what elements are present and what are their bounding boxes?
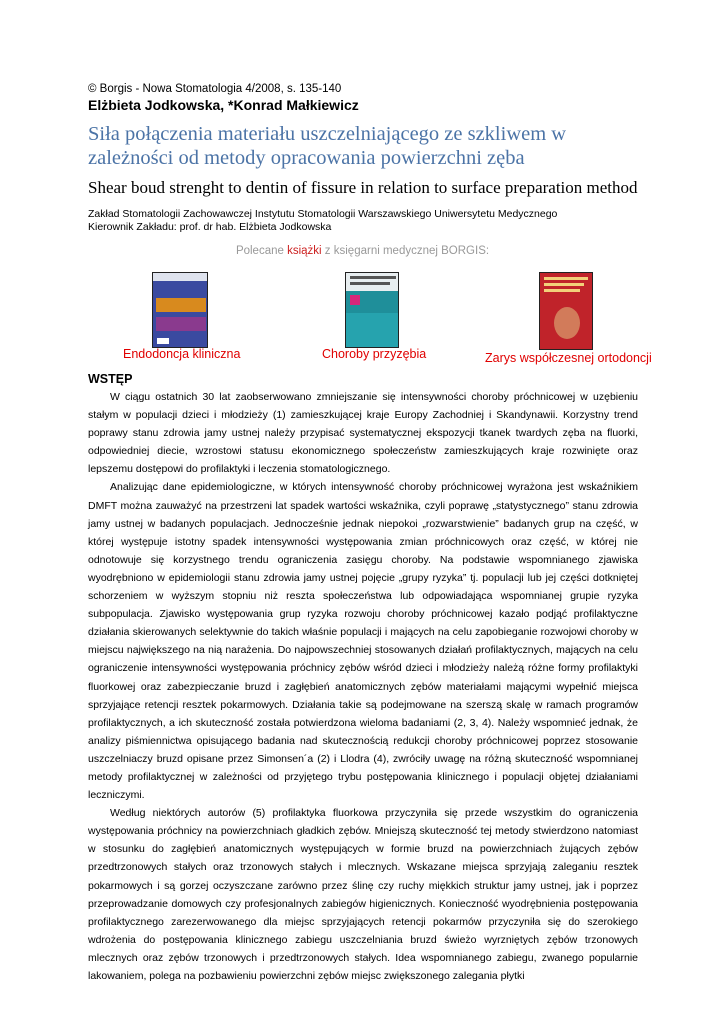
- affiliation-line: Kierownik Zakładu: prof. dr hab. Elżbieta Jodkowska: [88, 221, 332, 233]
- promo-link[interactable]: książki: [287, 245, 322, 257]
- journal-source: © Borgis - Nowa Stomatologia 4/2008, s. 135-140: [88, 83, 342, 95]
- paragraph: Analizując dane epidemiologiczne, w których intensywność choroby próchnicowej wyrażona jest wskaźnikiem DMFT można zauważyć na przestrzeni lat spadek wartości wskaźnika, czyli poprawę „statystycznego” stanu zdrowia jamy ustnej w badanych populacjach. Jednocześnie jednak niepokoi „rozwarstwienie” badanych grup na część, w której występuje istotny spadek intensywności występowania zmian próchnicowych oraz część, w której nie odnotowuje się korzystnego trendu ograniczenia zasięgu choroby. Na podstawie wspomnianego zjawiska wyodrębniono w epidemiologii stanu zdrowia jamy ustnej pojęcie „grupy ryzyka” tj. populacji lub jej części dotkniętej schorzeniem w wyższym stopniu niż reszta społeczeństwa lub odpowiadająca wspomnianej grupie ryzyka subpopulacja. Zjawisko występowania grup ryzyka rozwoju choroby próchnicowej kazało podjąć profilaktyczne działania skierowanych selektywnie do takich właśnie populacji i mających na celu zapobieganie rozwojowi choroby w miejscu największego na nią narażenia. Do najpowszechniej stosowanych działań profilaktycznych, mających na celu ograniczenie intensywności występowania próchnicy zębów wśród dzieci i młodzieży należą różne formy profilaktyki fluorkowej oraz zabezpieczanie bruzd i zagłębień anatomicznych zębów materiałami mającymi wypełnić miejsca sprzyjające retencji resztek pokarmowych. Działania takie są podejmowane na szerszą skalę w ramach programów profilaktycznych, a ich skuteczność została potwierdzona wieloma badaniami (2, 3, 4). Należy wspomnieć jednak, że analizy piśmiennictwa opisującego badania nad skutecznością redukcji choroby próchnicowej poprzez stosowanie uszczelniaczy bruzd opisane przez Simonsen´a (2) i Llodra (4), zwróciły uwagę na różną skuteczność wspomnianej metody profilaktycznej w zależności od przyjętego trybu postępowania klinicznego i populacji objętej działaniami leczniczymi.: [88, 481, 638, 802]
- book-promo: [0, 245, 725, 257]
- promo-text: z księgarni medycznej BORGIS:: [321, 245, 490, 257]
- affiliation-line: Zakład Stomatologii Zachowawczej Instytutu Stomatologii Warszawskiego Uniwersytetu Medycznego: [88, 208, 558, 220]
- article-title-polish: Siła połączenia materiału uszczelniającego ze szkliwem w zależności od metody opracowania powierzchni zęba: [88, 123, 567, 169]
- body-text: [88, 388, 638, 985]
- book-cover-zarys-ortodoncji[interactable]: [539, 272, 593, 350]
- section-heading: WSTĘP: [88, 372, 133, 386]
- book-cover-endodoncja[interactable]: [152, 272, 208, 348]
- affiliation: [88, 208, 648, 234]
- book-caption[interactable]: Endodoncja kliniczna: [123, 347, 241, 361]
- book-caption[interactable]: Choroby przyzębia: [322, 347, 427, 361]
- paragraph: Według niektórych autorów (5) profilaktyka fluorkowa przyczyniła się przede wszystkim do ograniczenia występowania próchnicy na powierzchniach gładkich zębów. Mniejszą skuteczność tej metody stwierdzono natomiast w stosunku do zagłębień anatomicznych występujących w formie bruzd na powierzchniach żujących zębów przedtrzonowych stałych oraz trzonowych stałych i mlecznych. Wskazane miejsca sprzyjają zaleganiu resztek pokarmowych i są gorzej oczyszczane zarówno przez ślinę czy ruchy miękkich struktur jamy ustnej, jak i poprzez przeprowadzanie domowych czy profesjonalnych zabiegów higienicznych. Konieczność wyodrębnienia postępowania profilaktycznego zarezerwowanego dla miejsc sprzyjających retencji pokarmów przyczyniła się do szerokiego wdrożenia do postępowania klinicznego zabiegu uszczelniania bruzd świeżo wyrzniętych zębów trzonowych mlecznych oraz zębów trzonowych i przedtrzonowych stałych. Idea wspomnianego zabiegu, zwanego popularnie lakowaniem, polega na pozbawieniu powierzchni zębów miejsc zwiększonego zalegania płytki: [88, 807, 638, 982]
- paragraph: W ciągu ostatnich 30 lat zaobserwowano zmniejszanie się intensywności choroby próchnicowej w uzębieniu stałym w populacji dzieci i młodzieży (1) zamieszkującej kraje Europy Zachodniej i Skandynawii. Korzystny trend poprawy stanu zdrowia jamy ustnej należy przypisać systematycznej ekspozycji tkanek twardych zęba na fluorki, odpowiedniej diecie, wzrostowi statusu ekonomicznego społeczeństw zamieszkujących kraje rozwinięte oraz lepszemu dostępowi do profilaktyki i leczenia stomatologicznego.: [88, 391, 638, 476]
- book-caption[interactable]: Zarys współczesnej ortodoncji: [485, 351, 652, 365]
- authors: Elżbieta Jodkowska, *Konrad Małkiewicz: [88, 97, 359, 113]
- promo-text: Polecane: [235, 245, 288, 257]
- article-title-english: Shear boud strenght to dentin of fissure in relation to surface preparation method: [88, 178, 638, 197]
- book-cover-choroby-przyzebia[interactable]: [345, 272, 399, 348]
